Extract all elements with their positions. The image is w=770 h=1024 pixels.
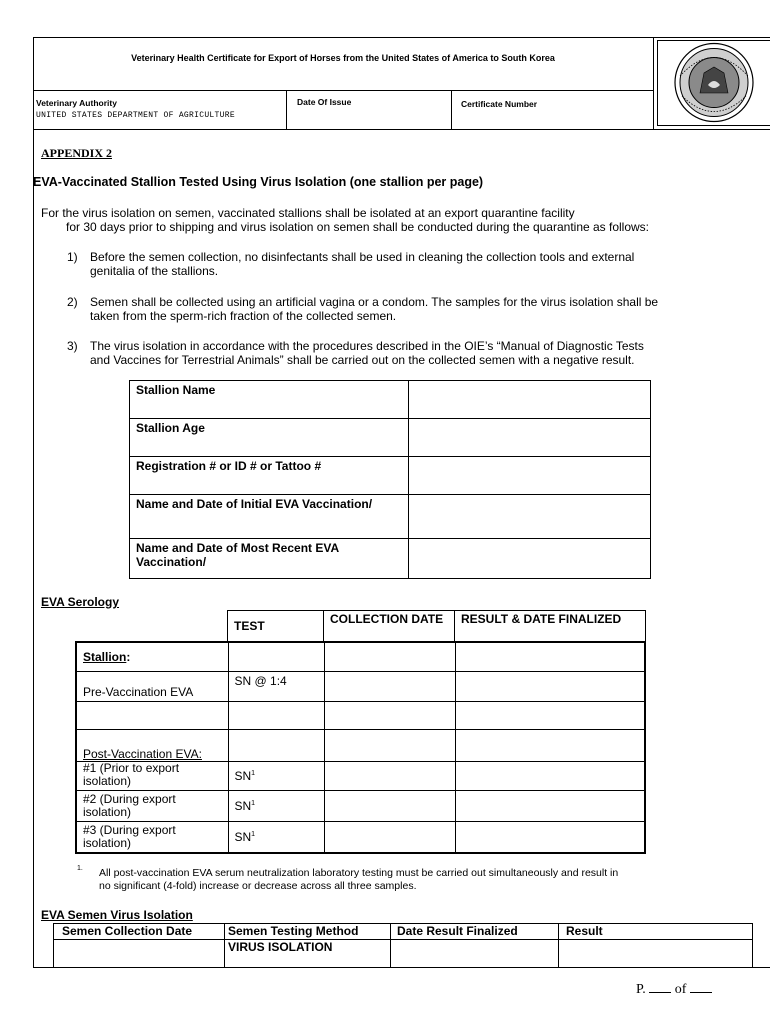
header-info-row [33, 91, 653, 130]
certificate-number-label: Certificate Number [461, 99, 538, 109]
certificate-title: Veterinary Health Certificate for Export of Horses from the United States of America to South Korea [131, 53, 555, 63]
page-of-label: of [674, 982, 687, 997]
initial-vaccination-label: Name and Date of Initial EVA Vaccination/ [130, 495, 409, 539]
cell[interactable] [324, 701, 455, 729]
item-line: Semen shall be collected using an artificial vagina or a condom. The samples for the virus isolation shall be [90, 295, 659, 309]
usda-seal-icon [658, 41, 770, 124]
cell [228, 642, 324, 671]
cell [324, 729, 455, 761]
pre-vaccination-collection-date[interactable] [324, 671, 455, 701]
post-vacc-3-label: #3 (During export isolation) [76, 821, 228, 853]
intro-line-1: For the virus isolation on semen, vaccinated stallions shall be isolated at an export quarantine facility [41, 206, 575, 220]
vet-authority-cell [33, 91, 287, 130]
col-result: Result [559, 924, 753, 940]
page-number-blank[interactable] [649, 980, 671, 993]
result-field[interactable] [559, 940, 753, 968]
post-vacc-2-label: #2 (During export isolation) [76, 790, 228, 821]
stallion-name-field[interactable] [409, 381, 651, 419]
table-row [76, 729, 645, 761]
table-row [76, 761, 645, 790]
page-label: P. [636, 982, 646, 997]
post-vacc-3-collection-date[interactable] [324, 821, 455, 853]
vet-authority-label: Veterinary Authority [36, 98, 117, 108]
serology-table [75, 641, 646, 854]
table-row [130, 539, 651, 579]
seal-frame [657, 40, 770, 126]
table-row [130, 457, 651, 495]
cell[interactable] [455, 701, 645, 729]
vet-authority-value: UNITED STATES DEPARTMENT OF AGRICULTURE [36, 111, 235, 120]
footnote-line-1: All post-vaccination EVA serum neutralization laboratory testing must be carried out simultaneously and result in [99, 867, 619, 879]
stallion-section-label: Stallion: [76, 642, 228, 671]
post-vacc-1-label: #1 (Prior to export isolation) [76, 761, 228, 790]
date-of-issue-label: Date Of Issue [297, 97, 352, 107]
col-test-header: TEST [228, 611, 324, 642]
intro-line-2: for 30 days prior to shipping and virus isolation on semen shall be conducted during the quarantine as follows: [66, 220, 650, 234]
date-of-issue-cell[interactable] [287, 91, 452, 130]
cell [228, 729, 324, 761]
semen-title: EVA Semen Virus Isolation [41, 908, 193, 922]
table-row [130, 419, 651, 457]
col-date-finalized: Date Result Finalized [391, 924, 559, 940]
col-result-header: RESULT & DATE FINALIZED [455, 611, 646, 642]
table-row [130, 495, 651, 539]
pre-vaccination-label: Pre-Vaccination EVA [76, 671, 228, 701]
seal-box [653, 37, 770, 130]
post-vacc-2-test: $SN^1$ [228, 790, 324, 821]
table-row [54, 924, 753, 940]
semen-table [53, 923, 753, 968]
pre-vaccination-result[interactable] [455, 671, 645, 701]
post-vacc-1-result[interactable] [455, 761, 645, 790]
registration-field[interactable] [409, 457, 651, 495]
stallion-name-label: Stallion Name [130, 381, 409, 419]
serology-header-table [227, 610, 646, 642]
post-vacc-3-test: $SN^1$ [228, 821, 324, 853]
post-vacc-2-collection-date[interactable] [324, 790, 455, 821]
post-vacc-3-result[interactable] [455, 821, 645, 853]
table-row [76, 821, 645, 853]
header-title-box [33, 37, 653, 91]
semen-testing-method-value: VIRUS ISOLATION [225, 940, 391, 968]
table-row [54, 940, 753, 968]
table-row [76, 701, 645, 729]
table-row [228, 611, 646, 642]
page-total-blank[interactable] [690, 980, 712, 993]
table-row [130, 381, 651, 419]
post-vacc-1-collection-date[interactable] [324, 761, 455, 790]
col-collection-date: Semen Collection Date [54, 924, 225, 940]
cell [228, 701, 324, 729]
col-collection-header: COLLECTION DATE [324, 611, 455, 642]
cell [76, 701, 228, 729]
appendix-label: APPENDIX 2 [41, 146, 112, 160]
semen-collection-date-field[interactable] [54, 940, 225, 968]
item-line: The virus isolation in accordance with the procedures described in the OIE’s “Manual of Diagnostic Tests [90, 339, 644, 353]
certificate-number-cell[interactable] [452, 91, 653, 130]
serology-title: EVA Serology [41, 595, 120, 609]
item-line: taken from the sperm-rich fraction of the collected semen. [90, 309, 397, 323]
initial-vaccination-field[interactable] [409, 495, 651, 539]
stallion-info-table [129, 380, 651, 579]
item-line: Before the semen collection, no disinfectants shall be used in cleaning the collection tools and external [90, 250, 635, 264]
item-line: genitalia of the stallions. [90, 264, 219, 278]
post-vaccination-label: Post-Vaccination EVA: [76, 729, 228, 761]
post-vacc-2-result[interactable] [455, 790, 645, 821]
post-vacc-1-test: $SN^1$ [228, 761, 324, 790]
col-testing-method: Semen Testing Method [225, 924, 391, 940]
cell [455, 729, 645, 761]
registration-label: Registration # or ID # or Tattoo # [130, 457, 409, 495]
recent-vaccination-label: Name and Date of Most Recent EVA Vaccination/ [130, 539, 409, 579]
recent-vaccination-field[interactable] [409, 539, 651, 579]
footnote-line-2: no significant (4-fold) increase or decrease across all three samples. [99, 880, 417, 892]
cell [455, 642, 645, 671]
item-line: and Vaccines for Terrestrial Animals” shall be carried out on the collected semen with a negative result. [90, 353, 635, 367]
footnote-marker: 1. [77, 865, 83, 872]
date-result-finalized-field[interactable] [391, 940, 559, 968]
table-row [76, 671, 645, 701]
item-number: 1) [67, 250, 78, 264]
item-number: 2) [67, 295, 78, 309]
pre-vaccination-test: SN @ 1:4 [228, 671, 324, 701]
table-row [76, 790, 645, 821]
item-number: 3) [67, 339, 78, 353]
cell [324, 642, 455, 671]
stallion-age-field[interactable] [409, 419, 651, 457]
stallion-age-label: Stallion Age [130, 419, 409, 457]
page-number [636, 980, 712, 998]
table-row [76, 642, 645, 671]
section-heading: EVA-Vaccinated Stallion Tested Using Virus Isolation (one stallion per page) [33, 175, 484, 189]
